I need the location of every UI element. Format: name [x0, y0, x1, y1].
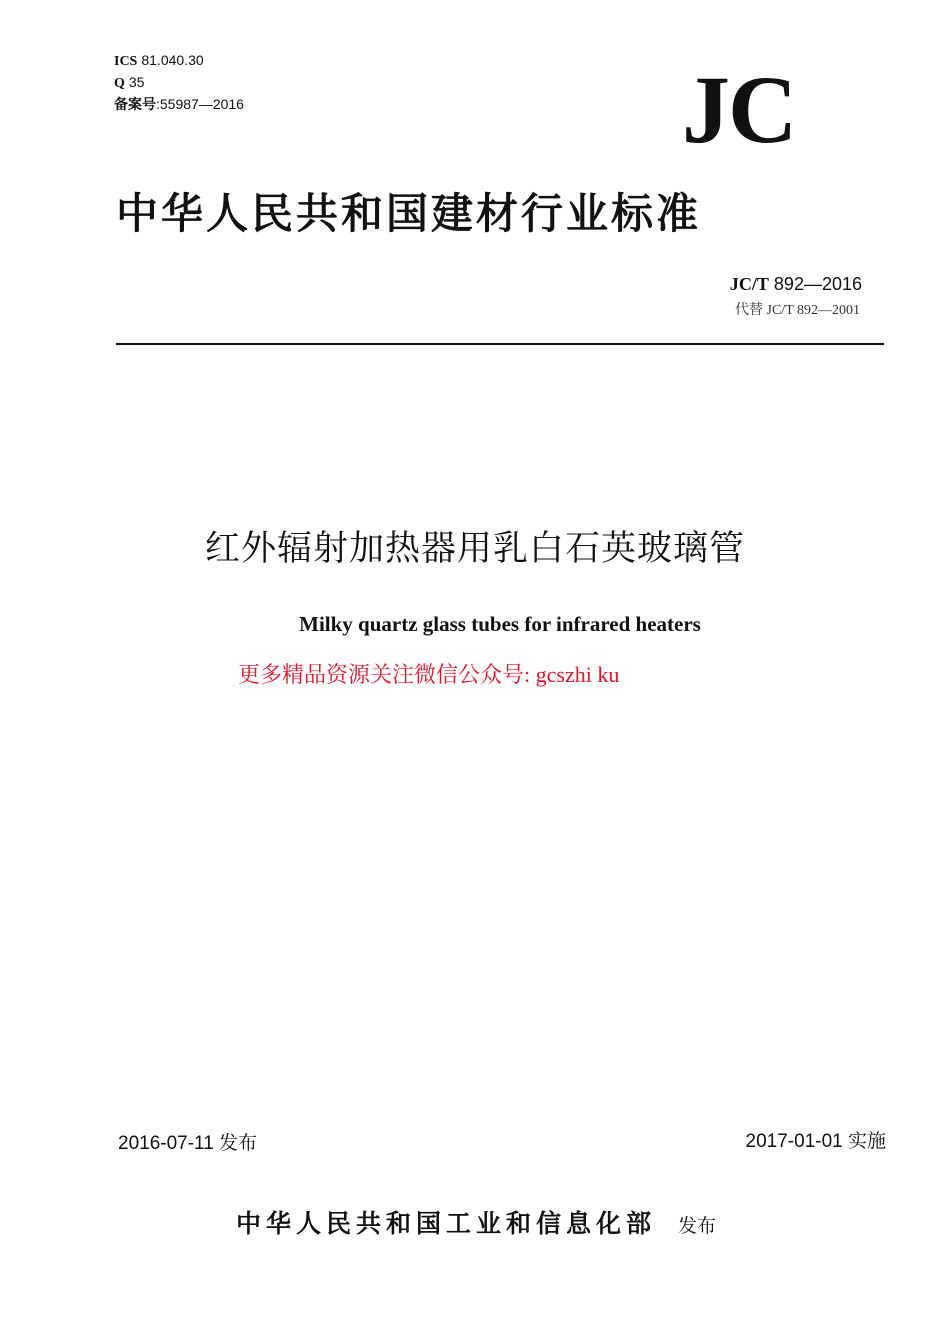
document-title-english: Milky quartz glass tubes for infrared heaters	[299, 612, 701, 636]
publisher-line	[236, 1204, 716, 1240]
issue-date: 2016-07-11 发布	[118, 1133, 258, 1154]
document-title-chinese: 红外辐射加热器用乳白石英玻璃管	[204, 529, 745, 569]
watermark-notice: 更多精品资源关注微信公众号: gcszhi ku	[238, 662, 620, 687]
classification-block	[114, 50, 244, 116]
header-divider	[116, 343, 884, 345]
ccs-code: Q 35	[114, 74, 145, 91]
ics-code: ICS 81.040.30	[114, 52, 204, 69]
publisher-name: 中华人民共和国工业和信息化部	[236, 1209, 657, 1238]
jc-logo: JC	[682, 56, 796, 163]
filing-number: 备案号:55987—2016	[114, 96, 244, 113]
standard-number: JC/T 892—2016	[729, 274, 862, 294]
published-label: 发布	[678, 1215, 717, 1237]
replaces-standard: 代替 JC/T 892—2001	[735, 303, 860, 318]
implementation-date: 2017-01-01 实施	[745, 1131, 886, 1152]
industry-standard-title: 中华人民共和国建材行业标准	[116, 189, 702, 238]
